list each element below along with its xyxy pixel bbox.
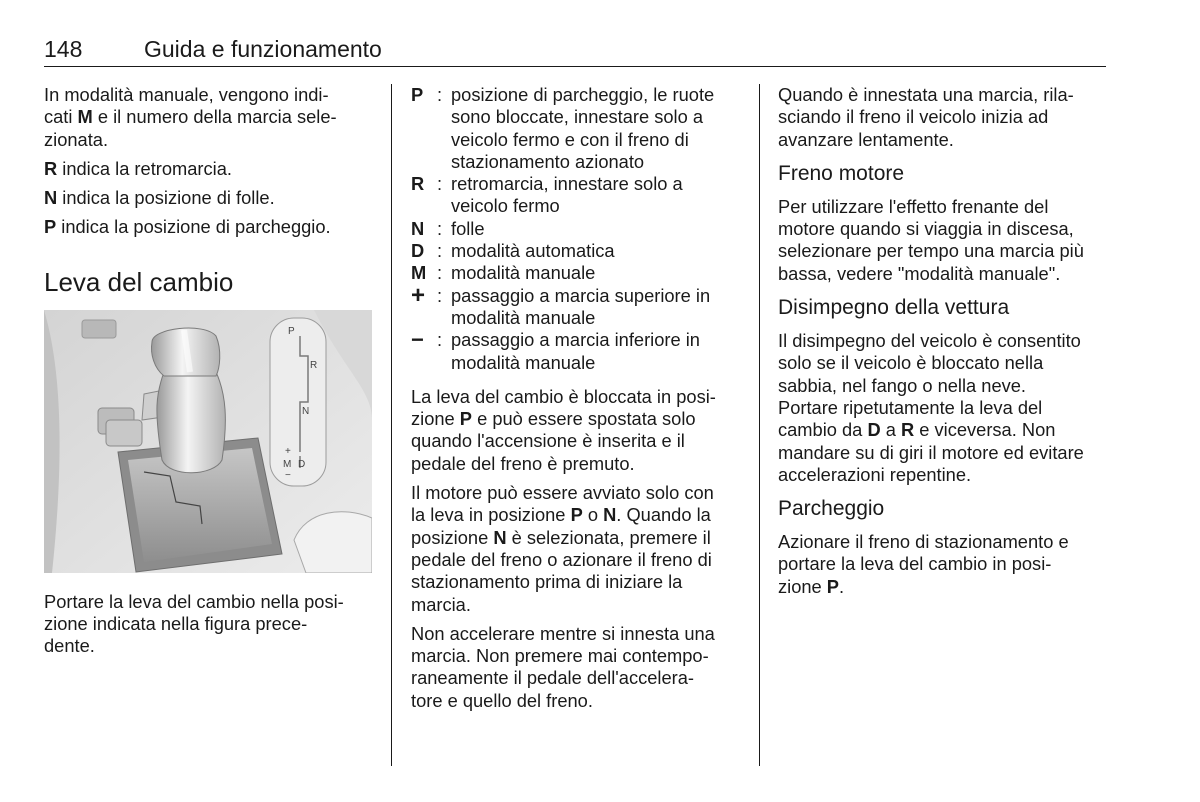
column-left: [44, 84, 372, 665]
figure-label-plus: +: [285, 445, 291, 457]
page-header: [44, 34, 1106, 67]
gear-legend: [411, 84, 741, 374]
page-title: Guida e funzionamento: [144, 36, 382, 62]
legend-text: passaggio a marcia inferiore in modalità manuale: [451, 329, 700, 373]
column-right: [778, 84, 1108, 605]
intro-paragraph: In modalità manuale, vengono indi- cati M e il numero della marcia sele- zionata.: [44, 84, 337, 150]
engine-brake-paragraph: Per utilizzare l'effetto frenante del motore quando si viaggia in discesa, selezionare per tempo una marcia più bassa, vedere "modalità manuale".: [778, 195, 1084, 284]
legend-key: P: [411, 84, 424, 105]
figure-label-p: P: [288, 325, 295, 337]
minus-icon: −: [411, 327, 424, 353]
heading-freno-motore: Freno motore: [778, 161, 905, 185]
parking-paragraph: Azionare il freno di stazionamento e portare la leva del cambio in posi- zione P.: [778, 531, 1069, 597]
figure-caption: Portare la leva del cambio nella posi- zione indicata nella figura prece- dente.: [44, 590, 344, 657]
heading-disimpegno: Disimpegno della vettura: [778, 296, 1010, 320]
legend-key: D: [411, 240, 425, 262]
heading-parcheggio: Parcheggio: [778, 497, 885, 521]
column-middle: [411, 84, 741, 719]
legend-key: R: [411, 173, 425, 195]
rocking-paragraph: Il disimpegno del veicolo è consentito solo se il veicolo è bloccato nella sabbia, nel fango o nella neve. Portare ripetutamente la leva del cambio da D a R e viceversa. Non mandare su di giri il motore ed evitare accelerazioni repentine.: [778, 330, 1084, 485]
column-divider: [759, 84, 760, 766]
legend-key: M: [411, 262, 427, 284]
legend-sep: :: [437, 329, 443, 351]
legend-sep: :: [437, 84, 443, 105]
legend-text: retromarcia, innestare solo a veicolo fermo: [451, 173, 683, 217]
warning-paragraph: Non accelerare mentre si innesta una marcia. Non premere mai contempo- raneamente il pedale dell'accelera- tore e quello del freno.: [411, 622, 715, 711]
legend-sep: :: [437, 262, 443, 284]
page-number: 148: [44, 36, 83, 62]
gear-lever-figure: [44, 310, 372, 573]
gear-lever-illustration: [44, 310, 372, 573]
lock-paragraph: La leva del cambio è bloccata in posi- zione P e può essere spostata solo quando l'accensione è inserita e il pedale del freno è premuto.: [411, 385, 716, 474]
n-definition: N indica la posizione di folle.: [44, 187, 275, 209]
figure-label-minus: −: [285, 469, 291, 481]
legend-sep: :: [437, 284, 443, 306]
p-definition: P indica la posizione di parcheggio.: [44, 216, 331, 238]
legend-text: modalità automatica: [451, 240, 615, 262]
legend-sep: :: [437, 217, 443, 239]
legend-sep: :: [437, 173, 443, 195]
start-paragraph: Il motore può essere avviato solo con la leva in posizione P o N. Quando la posizione N è selezionata, premere il pedale del freno o azionare il freno di stazionamento prima di iniziare la marcia.: [411, 482, 714, 615]
legend-text: folle: [451, 217, 485, 239]
figure-label-m: M: [283, 458, 292, 470]
r-definition: R indica la retromarcia.: [44, 157, 232, 179]
legend-key: N: [411, 217, 425, 239]
figure-label-d: D: [298, 458, 306, 470]
figure-label-r: R: [310, 359, 318, 371]
column-divider: [391, 84, 392, 766]
legend-sep: :: [437, 240, 443, 262]
plus-icon: +: [411, 281, 426, 309]
legend-text: passaggio a marcia superiore in modalità manuale: [451, 284, 711, 328]
creep-paragraph: Quando è innestata una marcia, rila- sciando il freno il veicolo inizia ad avanzare lentamente.: [778, 84, 1074, 150]
section-heading: Leva del cambio: [44, 266, 234, 297]
legend-text: posizione di parcheggio, le ruote sono bloccate, innestare solo a veicolo fermo e con il freno di stazionamento azionato: [451, 84, 715, 172]
legend-text: modalità manuale: [451, 262, 596, 284]
figure-label-n: N: [302, 405, 310, 417]
